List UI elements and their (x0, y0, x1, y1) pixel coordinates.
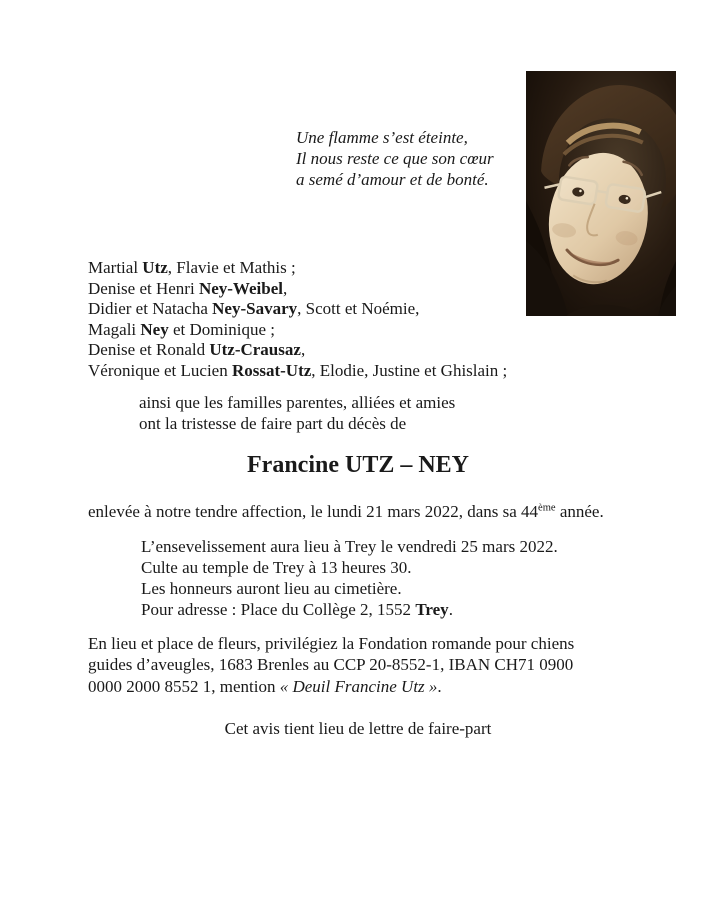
intro-line: ainsi que les familles parentes, alliées et amies (139, 393, 456, 412)
donation-line: guides d’aveugles, 1683 Brenles au CCP 20-8552-1, IBAN CH71 0900 (88, 655, 574, 675)
epigraph-line: Une flamme s’est éteinte, (296, 128, 468, 147)
family-line: Magali Ney et Dominique ; (88, 319, 275, 339)
family-list (88, 258, 507, 382)
ceremony-line: Culte au temple de Trey à 13 heures 30. (141, 557, 412, 577)
ceremony-line: Pour adresse : Place du Collège 2, 1552 Trey. (141, 599, 453, 619)
family-line: Denise et Henri Ney-Weibel, (88, 278, 288, 298)
family-line: Denise et Ronald Utz-Crausaz, (88, 340, 306, 360)
intro-line: ont la tristesse de faire part du décès de (139, 413, 407, 433)
ceremony-details (141, 537, 558, 621)
announcement-intro (139, 393, 455, 434)
portrait-photo-graphic (526, 71, 676, 316)
ceremony-line: Les honneurs auront lieu au cimetière. (141, 578, 402, 598)
portrait-photo (526, 71, 676, 316)
family-line: Véronique et Lucien Rossat-Utz, Elodie, Justine et Ghislain ; (88, 360, 508, 380)
family-line: Didier et Natacha Ney-Savary, Scott et Noémie, (88, 299, 420, 319)
epigraph (296, 127, 494, 190)
epigraph-line: Il nous reste ce que son cœur (296, 149, 494, 168)
deceased-name: Francine UTZ – NEY (247, 452, 469, 478)
ceremony-line: L’ensevelissement aura lieu à Trey le vendredi 25 mars 2022. (141, 537, 558, 556)
epigraph-line: a semé d’amour et de bonté. (296, 170, 489, 189)
donation-line: En lieu et place de fleurs, privilégiez la Fondation romande pour chiens (88, 634, 575, 653)
death-details-line: enlevée à notre tendre affection, le lundi 21 mars 2022, dans sa 44ème année. (88, 502, 604, 521)
family-line: Martial Utz, Flavie et Mathis ; (88, 258, 296, 277)
donation-line: 0000 2000 8552 1, mention « Deuil Francine Utz ». (88, 676, 442, 696)
closing-line: Cet avis tient lieu de lettre de faire-part (224, 719, 492, 738)
donation-paragraph (88, 633, 574, 697)
